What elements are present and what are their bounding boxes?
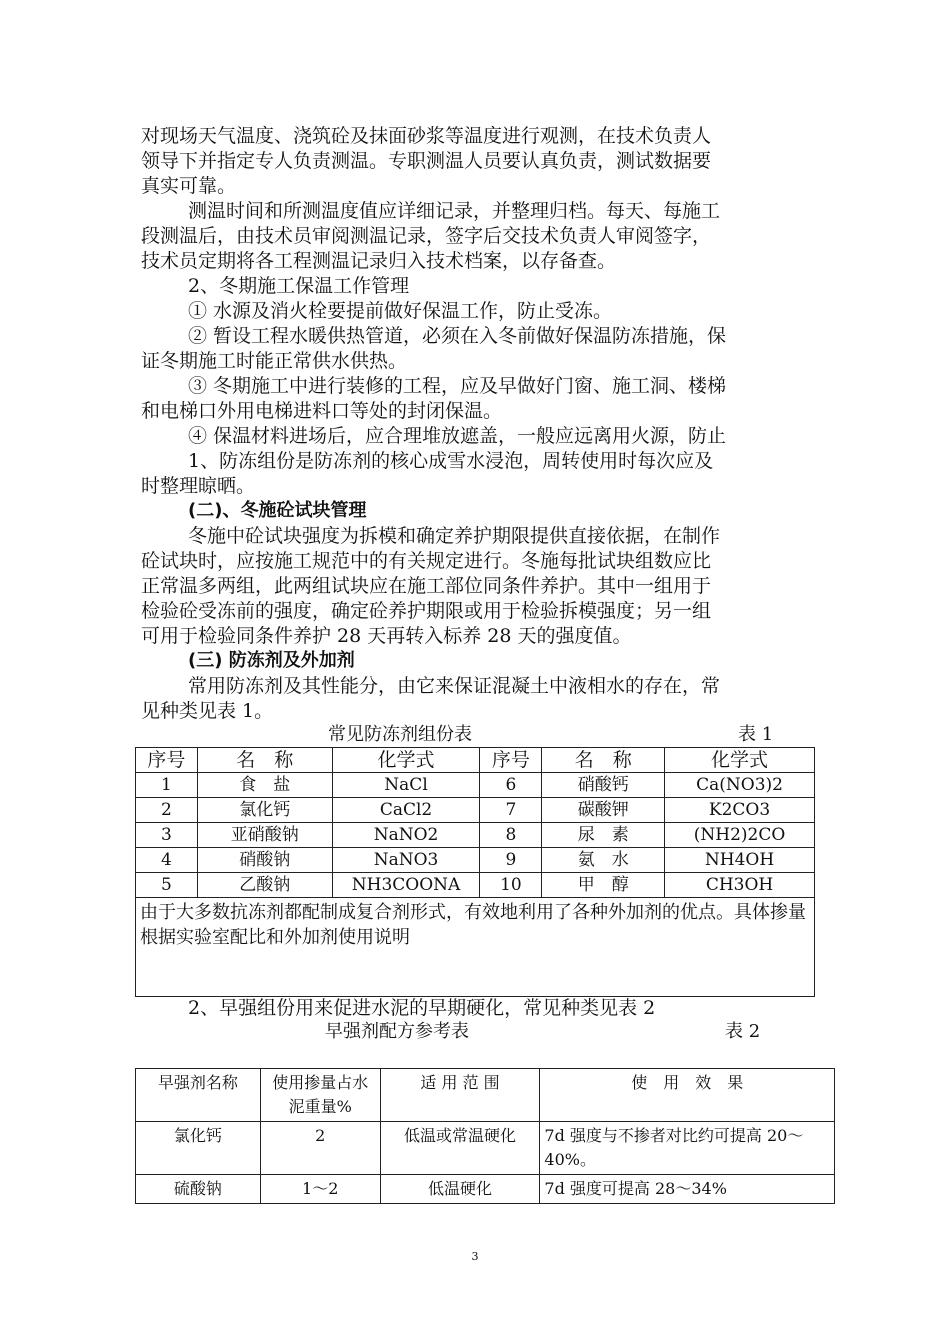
table-row [136,1122,835,1175]
list-item: ② 暂设工程水暖供热管道，必须在入冬前做好保温防冻措施，保 [188,325,727,347]
table-cell: 碳酸钾 [542,798,665,823]
body-text-line: 正常温多两组，此两组试块应在施工部位同条件养护。其中一组用于 [141,575,712,597]
table-cell: 3 [136,823,198,848]
body-text-line: 检验砼受冻前的强度，确定砼养护期限或用于检验拆模强度；另一组 [141,600,712,622]
body-text-line: 真实可靠。 [141,175,237,197]
table-header-row [136,748,815,773]
body-text-line: 2、早强组份用来促进水泥的早期硬化，常见种类见表 2 [188,997,656,1019]
table-cell: 4 [136,848,198,873]
table-cell: CH3OH [665,873,815,898]
table-cell: 食 盐 [197,773,332,798]
table-cell: NH3COONA [332,873,480,898]
table-cell: 氯化钙 [197,798,332,823]
table-cell: 1 [136,773,198,798]
table-cell: 氨 水 [542,848,665,873]
subsection-heading: 2、冬期施工保温工作管理 [188,275,410,297]
table-title: 早强剂配方参考表 [325,1021,469,1042]
table-cell: 尿 素 [542,823,665,848]
column-header: 使 用 效 果 [540,1069,835,1122]
early-strength-table [135,1068,835,1204]
table-row [136,848,815,873]
column-header: 早强剂名称 [136,1069,261,1122]
table-cell: 7d 强度与不掺者对比约可提高 20～40%。 [540,1122,835,1175]
table-cell: 9 [480,848,542,873]
table-row [136,798,815,823]
body-text-line: 见种类见表 1。 [141,700,274,722]
table-title: 常见防冻剂组份表 [328,724,472,745]
list-item-continuation: 证冬期施工时能正常供水供热。 [141,350,408,372]
column-header: 名 称 [542,748,665,773]
column-header: 使用掺量占水泥重量% [260,1069,380,1122]
list-item: ④ 保温材料进场后，应合理堆放遮盖，一般应远离用火源，防止 [188,425,727,447]
body-text-line: 常用防冻剂及其性能分，由它来保证混凝土中液相水的存在，常 [188,675,721,697]
table-note: 由于大多数抗冻剂都配制成复合剂形式，有效地利用了各种外加剂的优点。具体掺量根据实验室配比和外加剂使用说明 [136,898,815,997]
table-cell: 2 [260,1122,380,1175]
table-cell: 1～2 [260,1175,380,1204]
body-text-line: 段测温后，由技术员审阅测温记录，签字后交技术负责人审阅签字， [141,225,712,247]
table-header-row [136,1069,835,1122]
table-cell: 硝酸钠 [197,848,332,873]
table-cell: NH4OH [665,848,815,873]
table-cell: 低温硬化 [380,1175,540,1204]
table-cell: 7 [480,798,542,823]
list-item-continuation: 时整理晾晒。 [141,475,256,497]
table-label: 表 1 [738,724,774,745]
table-cell: 硫酸钠 [136,1175,261,1204]
column-header: 化学式 [665,748,815,773]
column-header: 适 用 范 围 [380,1069,540,1122]
body-text-line: 可用于检验同条件养护 28 天再转入标养 28 天的强度值。 [141,625,632,647]
section-heading: (二)、冬施砼试块管理 [188,500,367,521]
table-cell: Ca(NO3)2 [665,773,815,798]
table-row [136,873,815,898]
table-row [136,823,815,848]
table-cell: 低温或常温硬化 [380,1122,540,1175]
table-row [136,773,815,798]
column-header: 化学式 [332,748,480,773]
list-item-continuation: 1、防冻组份是防冻剂的核心成雪水浸泡，周转使用时每次应及 [188,450,714,472]
column-header: 序号 [480,748,542,773]
table-cell: 亚硝酸钠 [197,823,332,848]
list-item-continuation: 和电梯口外用电梯进料口等处的封闭保温。 [141,400,503,422]
table-cell: 8 [480,823,542,848]
body-text-line: 测温时间和所测温度值应详细记录，并整理归档。每天、每施工 [188,200,721,222]
table-cell: 甲 醇 [542,873,665,898]
table-label: 表 2 [725,1021,761,1042]
antifreeze-table [135,747,815,997]
table-cell: (NH2)2CO [665,823,815,848]
table-cell: 5 [136,873,198,898]
table-cell: 乙酸钠 [197,873,332,898]
list-item: ③ 冬期施工中进行装修的工程，应及早做好门窗、施工洞、楼梯 [188,375,727,397]
table-row [136,1175,835,1204]
list-item: ① 水源及消火栓要提前做好保温工作，防止受冻。 [188,300,613,322]
column-header: 序号 [136,748,198,773]
table-cell: NaNO2 [332,823,480,848]
body-text-line: 领导下并指定专人负责测温。专职测温人员要认真负责，测试数据要 [141,150,712,172]
body-text-line: 技术员定期将各工程测温记录归入技术档案，以存备查。 [141,250,617,272]
table-cell: 2 [136,798,198,823]
table-cell: 10 [480,873,542,898]
column-header: 名 称 [197,748,332,773]
page-number: 3 [471,1250,479,1263]
table-cell: NaNO3 [332,848,480,873]
table-cell: 氯化钙 [136,1122,261,1175]
body-text-line: 对现场天气温度、浇筑砼及抹面砂浆等温度进行观测，在技术负责人 [141,125,712,147]
table-cell: 6 [480,773,542,798]
table-note-row [136,898,815,997]
table-cell: 硝酸钙 [542,773,665,798]
body-text-line: 冬施中砼试块强度为拆模和确定养护期限提供直接依据，在制作 [188,525,721,547]
table-cell: 7d 强度可提高 28～34% [540,1175,835,1204]
table-cell: CaCl2 [332,798,480,823]
table-cell: NaCl [332,773,480,798]
body-text-line: 砼试块时，应按施工规范中的有关规定进行。冬施每批试块组数应比 [141,550,712,572]
table-cell: K2CO3 [665,798,815,823]
section-heading: (三) 防冻剂及外加剂 [188,650,355,671]
